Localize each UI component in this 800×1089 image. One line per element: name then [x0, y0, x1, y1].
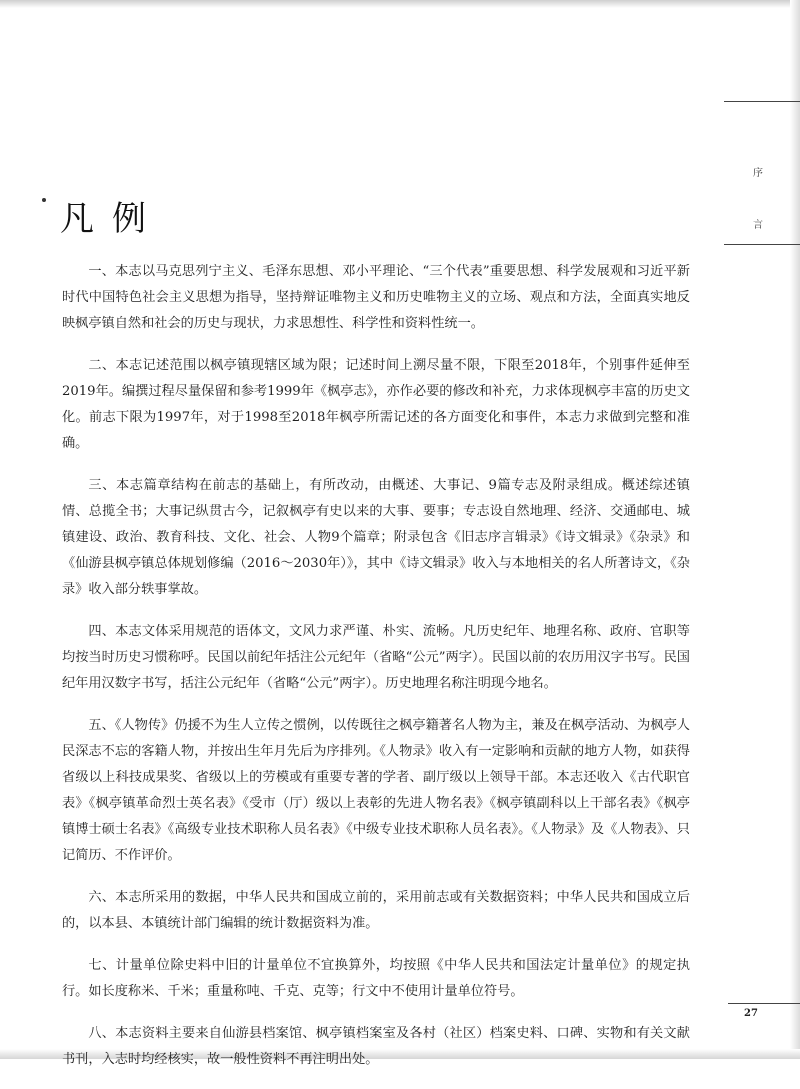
paragraph-1: 一、本志以马克思列宁主义、毛泽东思想、邓小平理论、“三个代表”重要思想、科学发展观和习近平新时代中国特色社会主义思想为指导，坚持辩证唯物主义和历史唯物主义的立场、观点和方法，全面真实地反映枫亭镇自然和社会的历史与现状，力求思想性、科学性和资料性统一。 [62, 264, 690, 331]
paragraph-5: 五、《人物传》仍援不为生人立传之惯例，以传既往之枫亭籍著名人物为主，兼及在枫亭活动、为枫亭人民深志不忘的客籍人物，并按出生年月先后为序排列。《人物录》收入有一定影响和贡献的地方人物，如获得省级以上科技成果奖、省级以上的劳模或有重要专著的学者、副厅级以上领导干部。本志还收入《古代职官表》《枫亭镇革命烈士英名表》《受市（厅）级以上表彰的先进人物名表》《枫亭镇副科以上干部名表》《枫亭镇博士硕士名表》《高级专业技术职称人员名表》《中级专业技术职称人员名表》。《人物录》及《人物表》、只记简历、不作评价。 [62, 718, 690, 863]
side-rule-top [724, 101, 800, 102]
paragraph-6: 六、本志所采用的数据，中华人民共和国成立前的，采用前志或有关数据资料；中华人民共和国成立后的，以本县、本镇统计部门编辑的统计数据资料为准。 [62, 890, 690, 931]
side-label-char: 序 [753, 168, 763, 179]
title-dot [42, 198, 46, 202]
body-content [62, 259, 690, 1089]
side-rule-bottom [724, 244, 800, 245]
paragraph-8: 八、本志资料主要来自仙游县档案馆、枫亭镇档案室及各村（社区）档案史料、口碑、实物和有关文献书刊，入志时均经核实，故一般性资料不再注明出处。 [62, 1026, 690, 1067]
side-section-label [748, 148, 768, 252]
side-label-char: 言 [753, 220, 763, 231]
page-title: 凡例 [60, 198, 164, 239]
scan-edge-top [0, 0, 800, 8]
paragraph-3: 三、本志篇章结构在前志的基础上，有所改动，由概述、大事记、9篇专志及附录组成。概述综述镇情、总揽全书；大事记纵贯古今，记叙枫亭有史以来的大事、要事；专志设自然地理、经济、交通邮电、城镇建设、政治、教育科技、文化、社会、人物9个篇章；附录包含《旧志序言辑录》《诗文辑录》《杂录》和《仙游县枫亭镇总体规划修编（2016～2030年）》，其中《诗文辑录》收入与本地相关的名人所著诗文，《杂录》收入部分轶事掌故。 [62, 478, 690, 597]
paragraph-4: 四、本志文体采用规范的语体文，文风力求严谨、朴实、流畅。凡历史纪年、地理名称、政府、官职等均按当时历史习惯称呼。民国以前纪年括注公元纪年（省略“公元”两字）。民国以前的农历用汉字书写。民国纪年用汉数字书写，括注公元纪年（省略“公元”两字）。历史地理名称注明现今地名。 [62, 624, 690, 691]
page-number: 27 [744, 1008, 758, 1019]
footer-rule [728, 1003, 800, 1004]
paragraph-7: 七、计量单位除史料中旧的计量单位不宜换算外，均按照《中华人民共和国法定计量单位》的规定执行。如长度称米、千米；重量称吨、千克、克等；行文中不使用计量单位符号。 [62, 958, 690, 999]
paragraph-2: 二、本志记述范围以枫亭镇现辖区域为限；记述时间上溯尽量不限，下限至2018年，个别事件延伸至2019年。编撰过程尽量保留和参考1999年《枫亭志》，亦作必要的修改和补充，力求体现枫亭丰富的历史文化。前志下限为1997年，对于1998至2018年枫亭所需记述的各方面变化和事件，本志力求做到完整和准确。 [62, 358, 690, 451]
scan-edge-right [790, 0, 800, 1059]
